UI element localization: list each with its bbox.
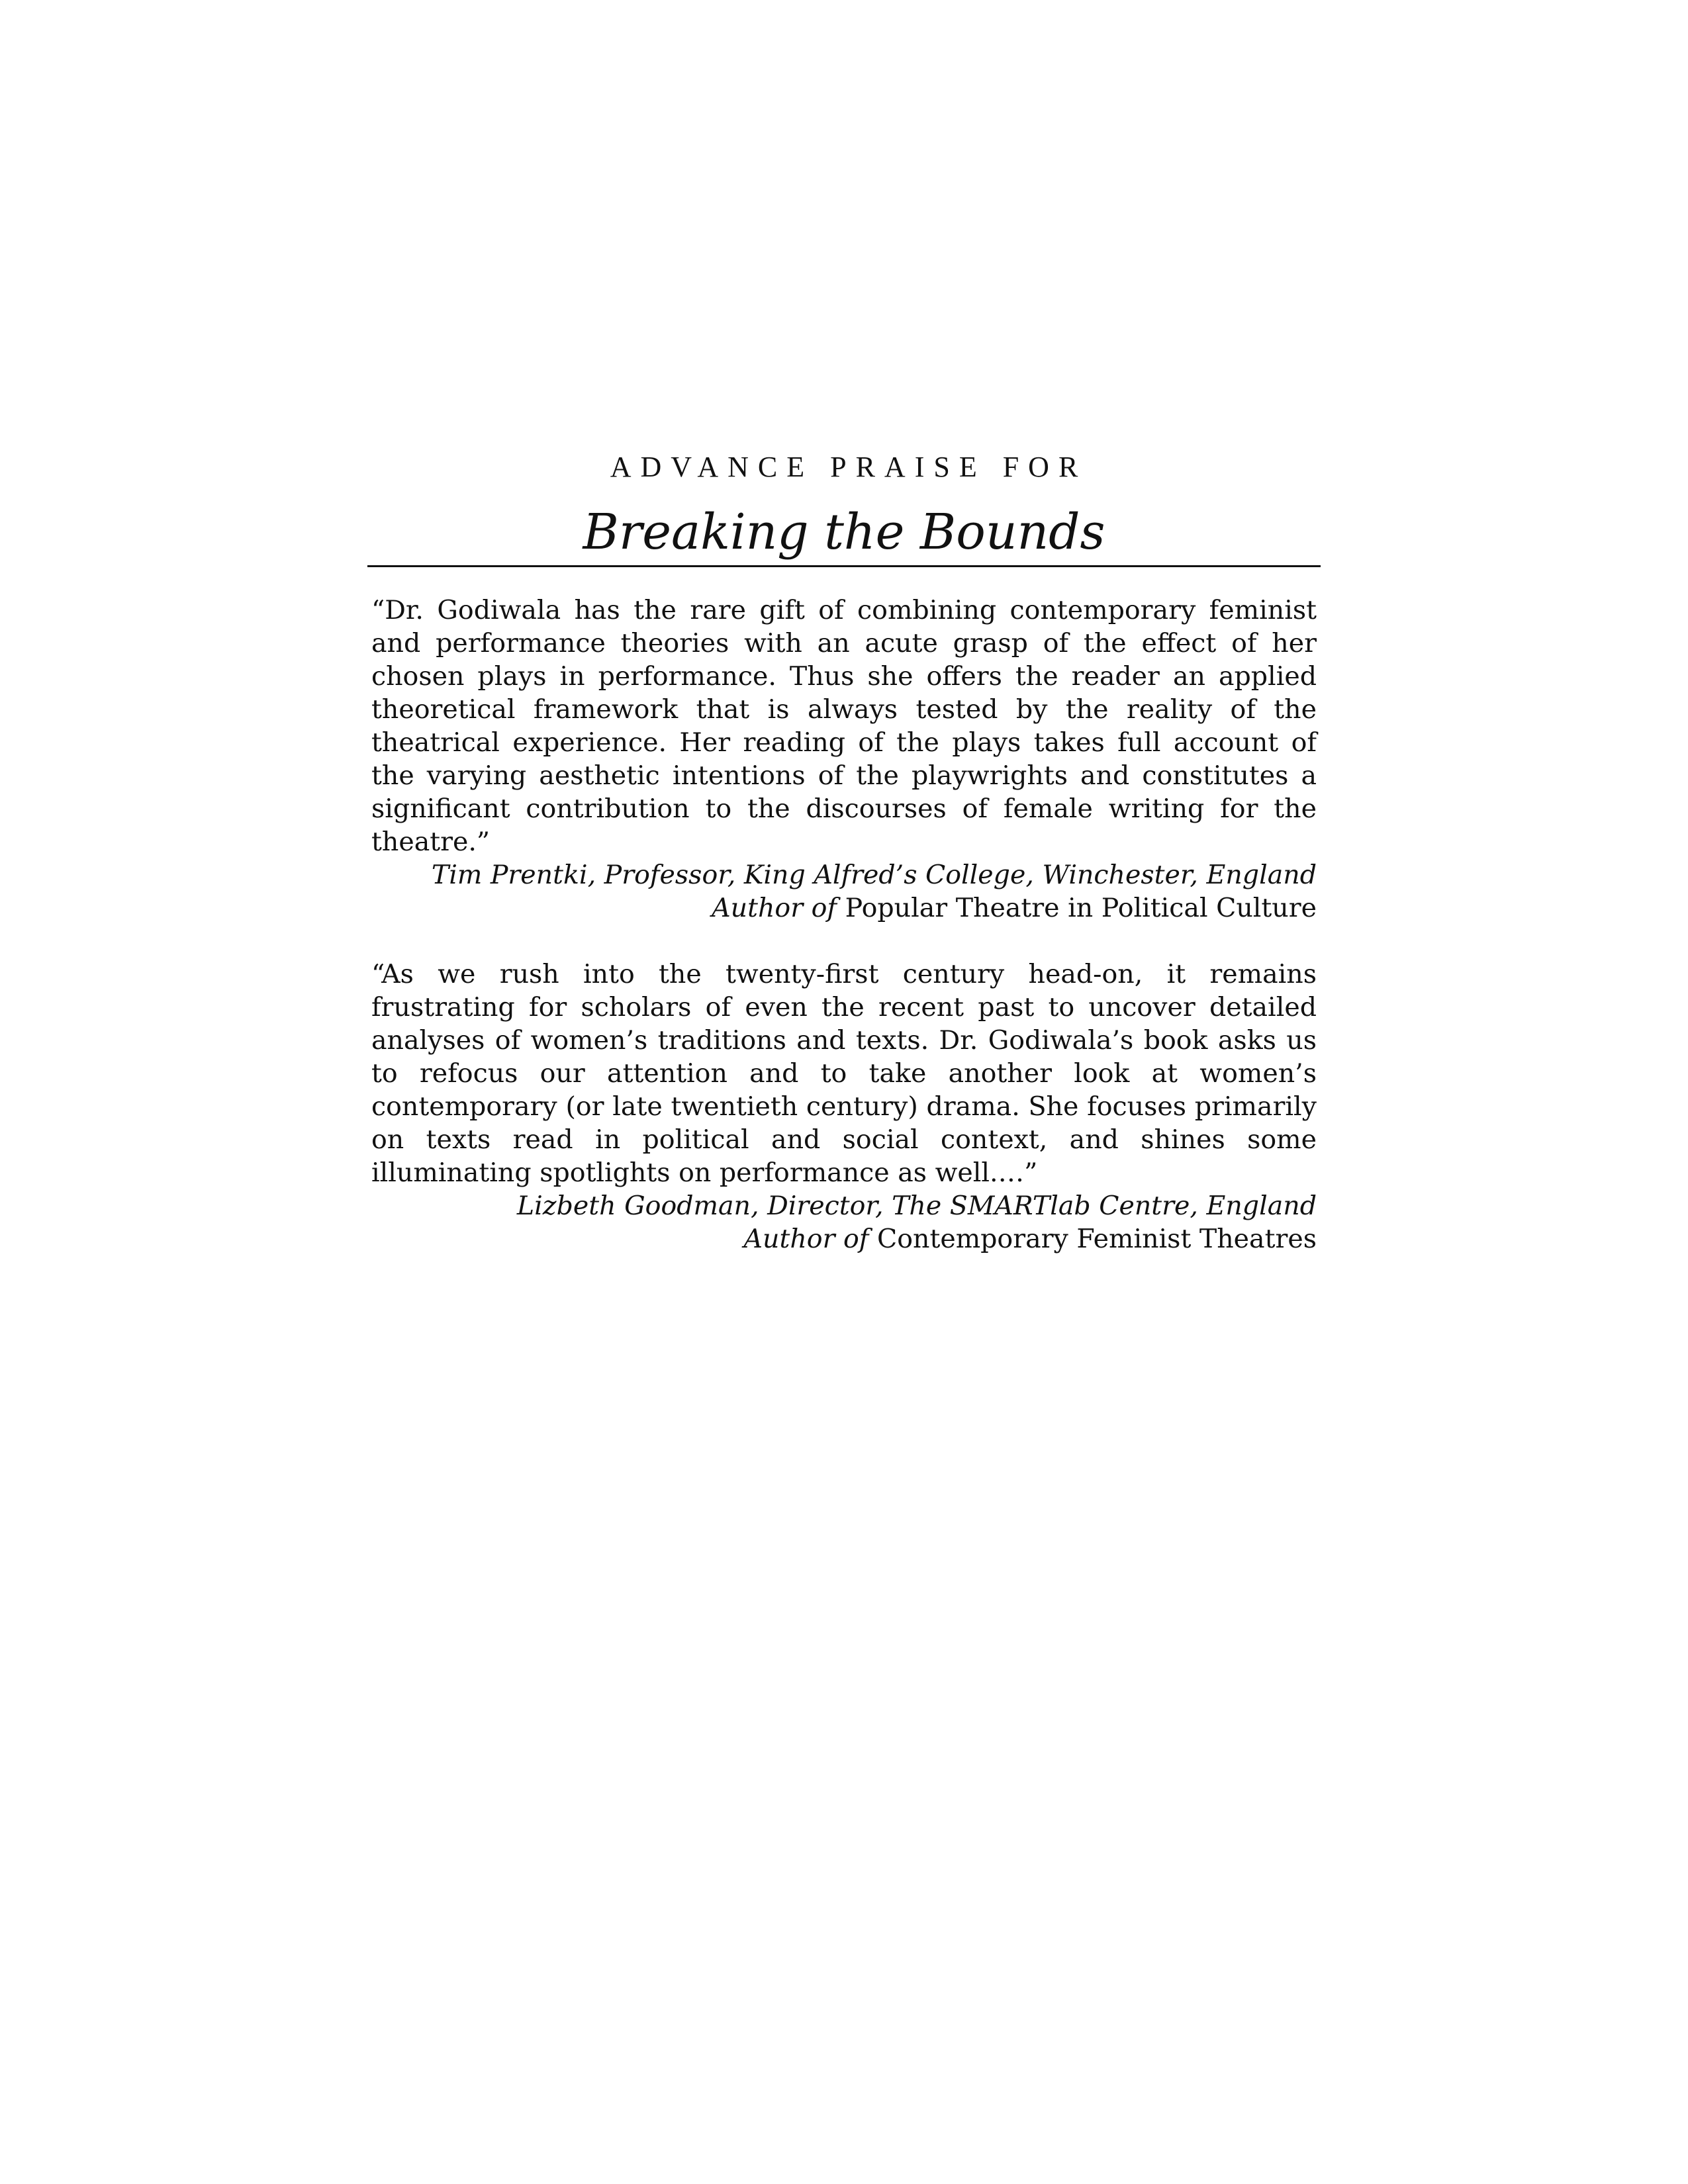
title-divider [367, 565, 1321, 567]
praise-page [367, 450, 1321, 1255]
praise-quote-1: “Dr. Godiwala has the rare gift of combining contemporary feminist and performance theories with an acute grasp of the effect of her chosen plays in performance. Thus she offers the reader an applied theoretical framework that is always tested by the reality of the theatrical experience. Her reading of the plays takes full account of the varying aesthetic intentions of the playwrights and constitutes a significant contribution to the discourses of female writing for the theatre.” [371, 595, 1317, 857]
advance-praise-heading: ADVANCE PRAISE FOR [610, 451, 1088, 483]
author-of-label-2: Author of [743, 1224, 869, 1254]
praise-quote-2: “As we rush into the twenty-first century head-on, it remains frustrating for scholars of even the recent past to uncover detailed analyses of women’s traditions and texts. Dr. Godiwala’s book asks us to refocus our attention and to take another look at women’s contemporary (or late twentieth century) drama. She focuses primarily on texts read in political and social context, and shines some illuminating spotlights on performance as well.…” [371, 959, 1317, 1188]
attribution-work-line-2 [371, 1222, 1317, 1255]
praise-attribution-2 [367, 1189, 1321, 1255]
author-of-label-1: Author of [712, 893, 837, 923]
authored-work-2: Contemporary Feminist Theatres [877, 1224, 1317, 1254]
attribution-name-1: Tim Prentki, Professor, King Alfred’s College, Winchester, England [431, 860, 1317, 890]
section-spacer [367, 925, 1321, 958]
book-title: Breaking the Bounds [583, 504, 1105, 561]
attribution-name-2: Lizbeth Goodman, Director, The SMARTlab Centre, England [516, 1191, 1317, 1221]
praise-attribution-1 [367, 858, 1321, 925]
authored-work-1: Popular Theatre in Political Culture [845, 893, 1317, 923]
attribution-work-line-1 [371, 891, 1317, 925]
